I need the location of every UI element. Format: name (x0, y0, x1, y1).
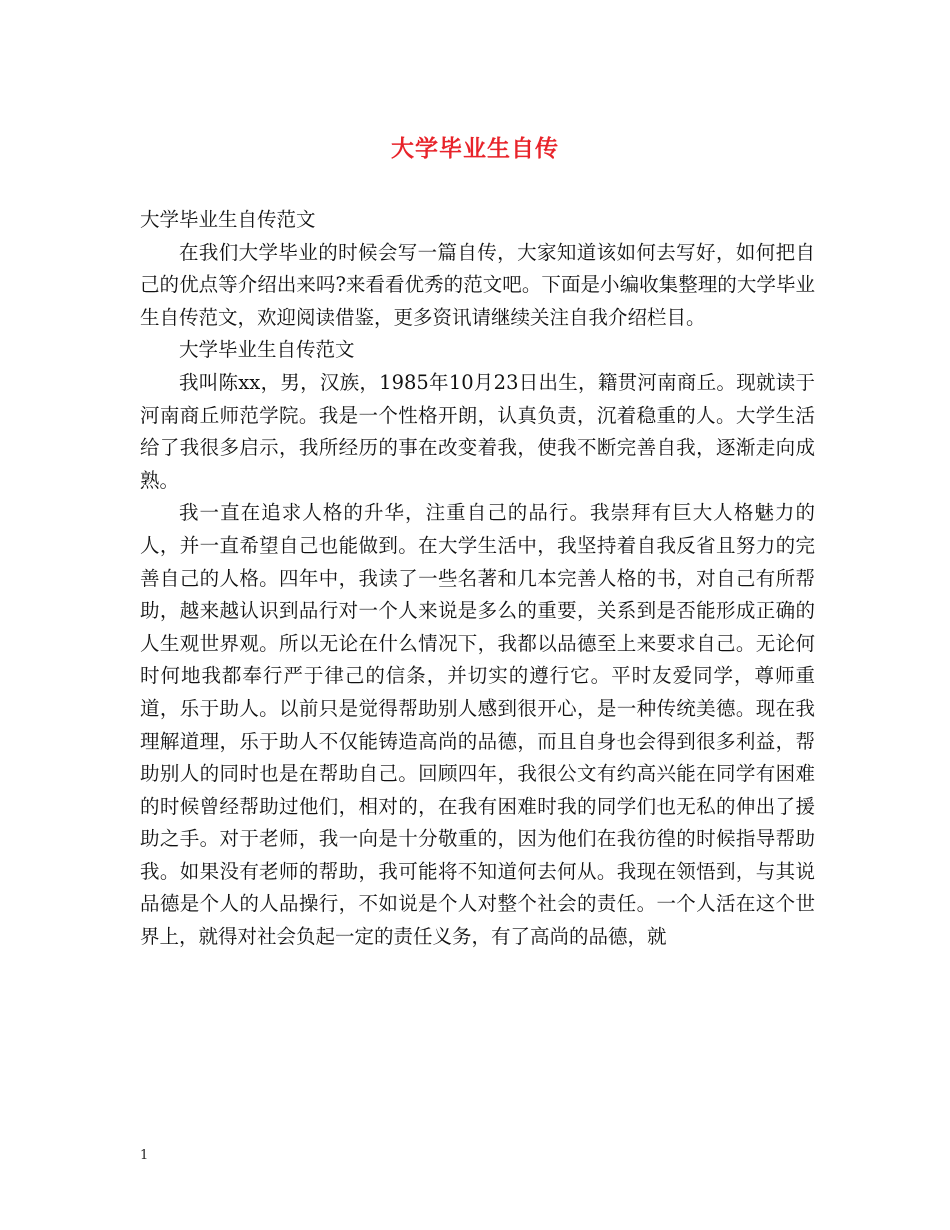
paragraph-self-introduction: 我叫陈xx，男，汉族，1985年10月23日出生，籍贯河南商丘。现就读于河南商丘师范学院。我是一个性格开朗，认真负责，沉着稳重的人。大学生活给了我很多启示，我所经历的事在改变着我，使我不断完善自我，逐渐走向成熟。 (140, 370, 815, 492)
paragraph-heading: 大学毕业生自传范文 (179, 338, 355, 362)
paragraph-intro: 在我们大学毕业的时候会写一篇自传，大家知道该如何去写好，如何把自己的优点等介绍出来吗?来看看优秀的范文吧。下面是小编收集整理的大学毕业生自传范文，欢迎阅读借鉴，更多资讯请继续关注自我介绍栏目。 (140, 240, 815, 329)
document-body (140, 204, 815, 954)
paragraph-character: 我一直在追求人格的升华，注重自己的品行。我崇拜有巨大人格魅力的人，并一直希望自己也能做到。在大学生活中，我坚持着自我反省且努力的完善自己的人格。四年中，我读了一些名著和几本完善人格的书，对自己有所帮助，越来越认识到品行对一个人来说是多么的重要，关系到是否能形成正确的人生观世界观。所以无论在什么情况下，我都以品德至上来要求自己。无论何时何地我都奉行严于律己的信条，并切实的遵行它。平时友爱同学，尊师重道，乐于助人。以前只是觉得帮助别人感到很开心，是一种传统美德。现在我理解道理，乐于助人不仅能铸造高尚的品德，而且自身也会得到很多利益，帮助别人的同时也是在帮助自己。回顾四年，我很公文有约高兴能在同学有困难的时候曾经帮助过他们，相对的，在我有困难时我的同学们也无私的伸出了援助之手。对于老师，我一向是十分敬重的，因为他们在我彷徨的时候指导帮助我。如果没有老师的帮助，我可能将不知道何去何从。我现在领悟到，与其说品德是个人的人品操行，不如说是个人对整个社会的责任。一个人活在这个世界上，就得对社会负起一定的责任义务，有了高尚的品德，就 (140, 501, 815, 949)
page-number: 1 (140, 1148, 149, 1163)
document-title: 大学毕业生自传 (391, 135, 559, 162)
document-subtitle: 大学毕业生自传范文 (140, 208, 316, 231)
